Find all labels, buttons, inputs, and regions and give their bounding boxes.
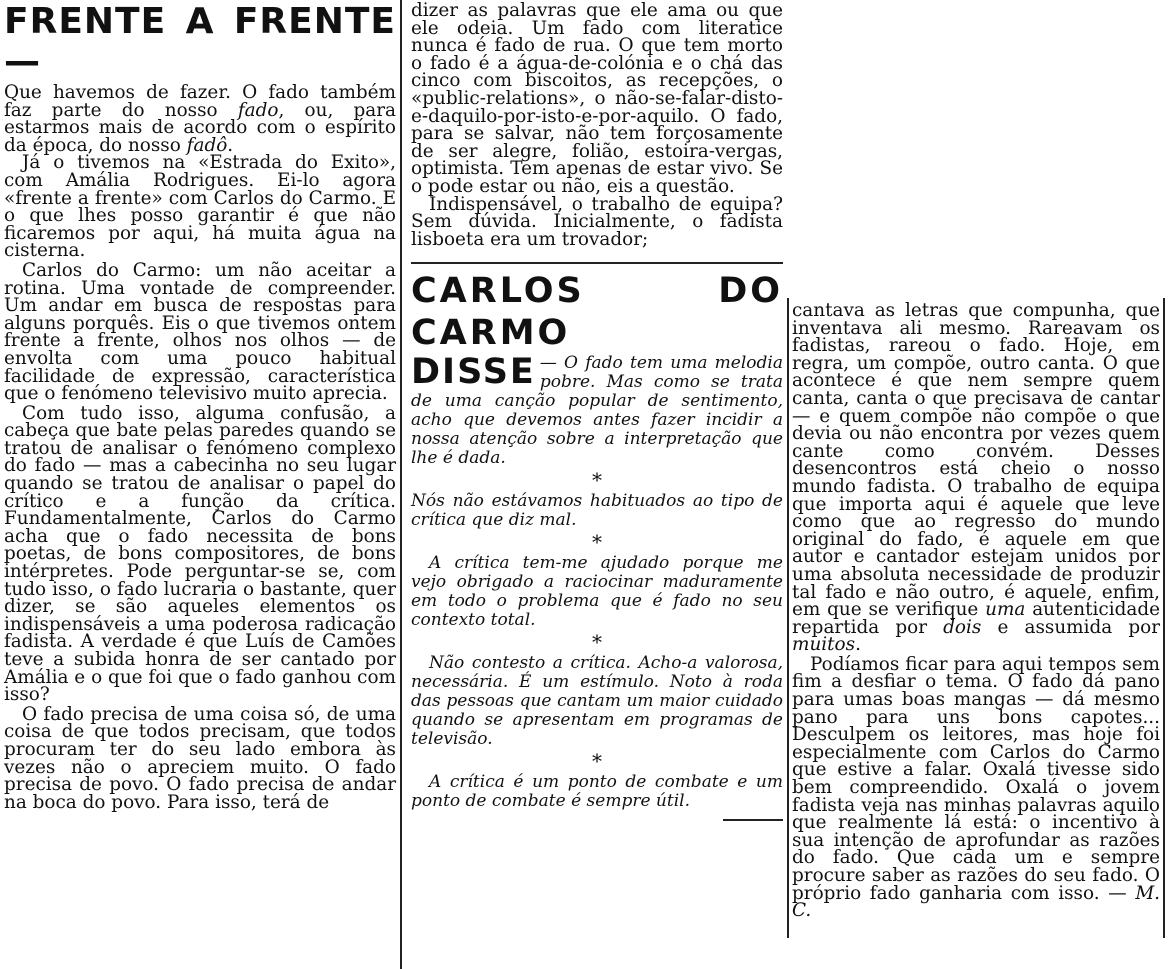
quote-2: Nós não estávamos habituados ao tipo de crítica que diz mal. (411, 491, 783, 531)
column-3 (792, 302, 1160, 920)
text-span-italic: fado (237, 99, 279, 121)
quote-5: A crítica é um ponto de combate e um ponto de combate é sempre útil. (411, 772, 783, 812)
text-span: . (227, 134, 234, 156)
column-2 (411, 2, 783, 821)
section-rule-top (411, 262, 783, 264)
paragraph-conclusao (792, 653, 1160, 922)
text-span: , ou, para estarmos mais de acordo com o espírito da época, do nosso (4, 99, 397, 156)
quote-4: Não contesto a crítica. Acho-a valorosa, necessária. É um estímulo. Noto à roda das pessoas que cantam um maior cuidado quando se apresentam em programas de televisão. (411, 653, 783, 750)
text-span-italic: muitos (792, 634, 856, 656)
paragraph-carlos: Carlos do Carmo: um não aceitar a rotina. Uma vontade de compreender. Um andar em busca de respostas para alguns porquês. Eis o que tivemos ontem frente a frente, olhos nos olhos — de envolta com uma pouco habitual facilidade de expressão, característica que o fenómeno televisivo muito aprecia. (4, 259, 396, 405)
text-span-italic: dois (943, 616, 982, 638)
separator-star: * (592, 530, 602, 555)
column-rule-2 (787, 298, 789, 938)
paragraph-povo: O fado precisa de uma coisa só, de uma coisa de que todos precisam, que todos procuram ter do seu lado embora às vezes não o apreciem muito. O fado precisa de povo. O fado precisa de andar na boca do povo. Para isso, terá de (4, 703, 396, 813)
paragraph-palavras: dizer as palavras que ele ama ou que ele odeia. Um fado com literatice nunca é fado de rua. O que tem morto o fado é a água-de-colónia e o chá das cinco com biscoitos, as recepções, o «public-relations», o não-se-falar-disto-e-daquilo-por-isto-e-por-aquilo. O fado, para se salvar, não tem forçosamente de ser alegre, folião, estoira-vergas, optimista. Tem apenas de estar vivo. Se o pode estar ou não, eis a questão. (411, 0, 783, 197)
text-span-italic: uma (985, 599, 1026, 621)
separator-star: * (592, 468, 602, 493)
text-span: Podíamos ficar para aqui tempos sem fim a desfiar o tema. O fado dá pano para umas boas mangas — dá mesmo pano para uns bons capotes... Desculpem os leitores, mas hoje foi especialmente com Carlos do Carmo que estive a falar. Oxalá tivesse sido bem compreendido. Oxalá o jovem fadista veja nas minhas palavras aquilo que realmente lá está: o incentivo à sua intenção de aprofundar as razões do fado. Que cada um e sempre procure saber as razões do seu fado. O próprio fado ganharia com isso. — (792, 653, 1160, 904)
column-rule-1 (400, 0, 402, 969)
text-span-italic: fadô (186, 134, 228, 156)
text-span: . (855, 634, 861, 656)
text-span: autenticidade repartida por (792, 599, 1160, 638)
text-span: e assumida por (981, 616, 1160, 638)
section-headline-line2: DISSE (411, 352, 536, 393)
paragraph-intro (4, 84, 396, 154)
paragraph-estrada: Já o tivemos na «Estrada do Exito», com Amália Rodrigues. Ei-lo agora «frente a frente» com Carlos do Carmo. E o que lhes posso garantir é que não ficaremos por aqui, há muita água na cisterna. (4, 152, 396, 262)
paragraph-equipa: Indispensável, o trabalho de equipa? Sem dúvida. Inicialmente, o fadista lisboeta era um trovador; (411, 193, 783, 250)
separator-star: * (592, 630, 602, 655)
paragraph-confusao: Com tudo isso, alguma confusão, a cabeça que bate pelas paredes quando se tratou de analisar o fenómeno complexo do fado — mas a cabecinha no seu lugar quando se tratou de analisar o papel do crítico e a função da crítica. Fundamentalmente, Carlos do Carmo acha que o fado necessita de bons poetas, de bons compositores, de bons intérpretes. Pode perguntar-se se, com tudo isso, o fado lucraria o bastante, quer dizer, se são aqueles elementos os indispensáveis a uma poderosa radicação fadista. A verdade é que Luís de Camões teve a subida honra de ser cantado por Amália e o que foi que o fado ganhou com isso? (4, 402, 396, 706)
section-rule-bottom (723, 819, 783, 821)
separator-star: * (592, 749, 602, 774)
quote-block-1 (411, 354, 783, 468)
author-initials: M. C. (792, 882, 1160, 922)
quote-3: A crítica tem-me ajudado porque me vejo obrigado a raciocinar maduramente em todo o problema que é fado no seu contexto total. (411, 553, 783, 631)
quote-1: — O fado tem uma melodia pobre. Mas como se trata de uma canção popular de sentimento, acho que devemos antes fazer incidir a nossa atenção sobre a interpretação que lhe é dada. (411, 353, 783, 469)
text-span: cantava as letras que compunha, que inventava ali mesmo. Rareavam os fadistas, rareou o fado. Hoje, em regra, um compõe, outro canta. O que acontece é que nem sempre quem canta, canta o que precisava de cantar — e quem compõe não compõe o que devia ou não encontra por vezes quem cante como convém. Desses desencontros está cheio o nosso mundo fadista. O trabalho de equipa que importa aqui é aquele que leve como que ao regresso do mundo original do fado, é aquele em que autor e cantador estejam unidos por uma absoluta necessidade de produzir tal fado e não outro, é aquele, enfim, em que se verifique (792, 300, 1160, 621)
paragraph-trovador (792, 302, 1160, 654)
column-rule-3 (1163, 298, 1165, 938)
text-span: Que havemos de fazer. O fado também faz parte do nosso (4, 82, 396, 121)
section-headline-line1: CARLOS DO CARMO (411, 271, 783, 354)
article-headline: FRENTE A FRENTE — (4, 1, 396, 82)
column-1 (4, 2, 396, 811)
